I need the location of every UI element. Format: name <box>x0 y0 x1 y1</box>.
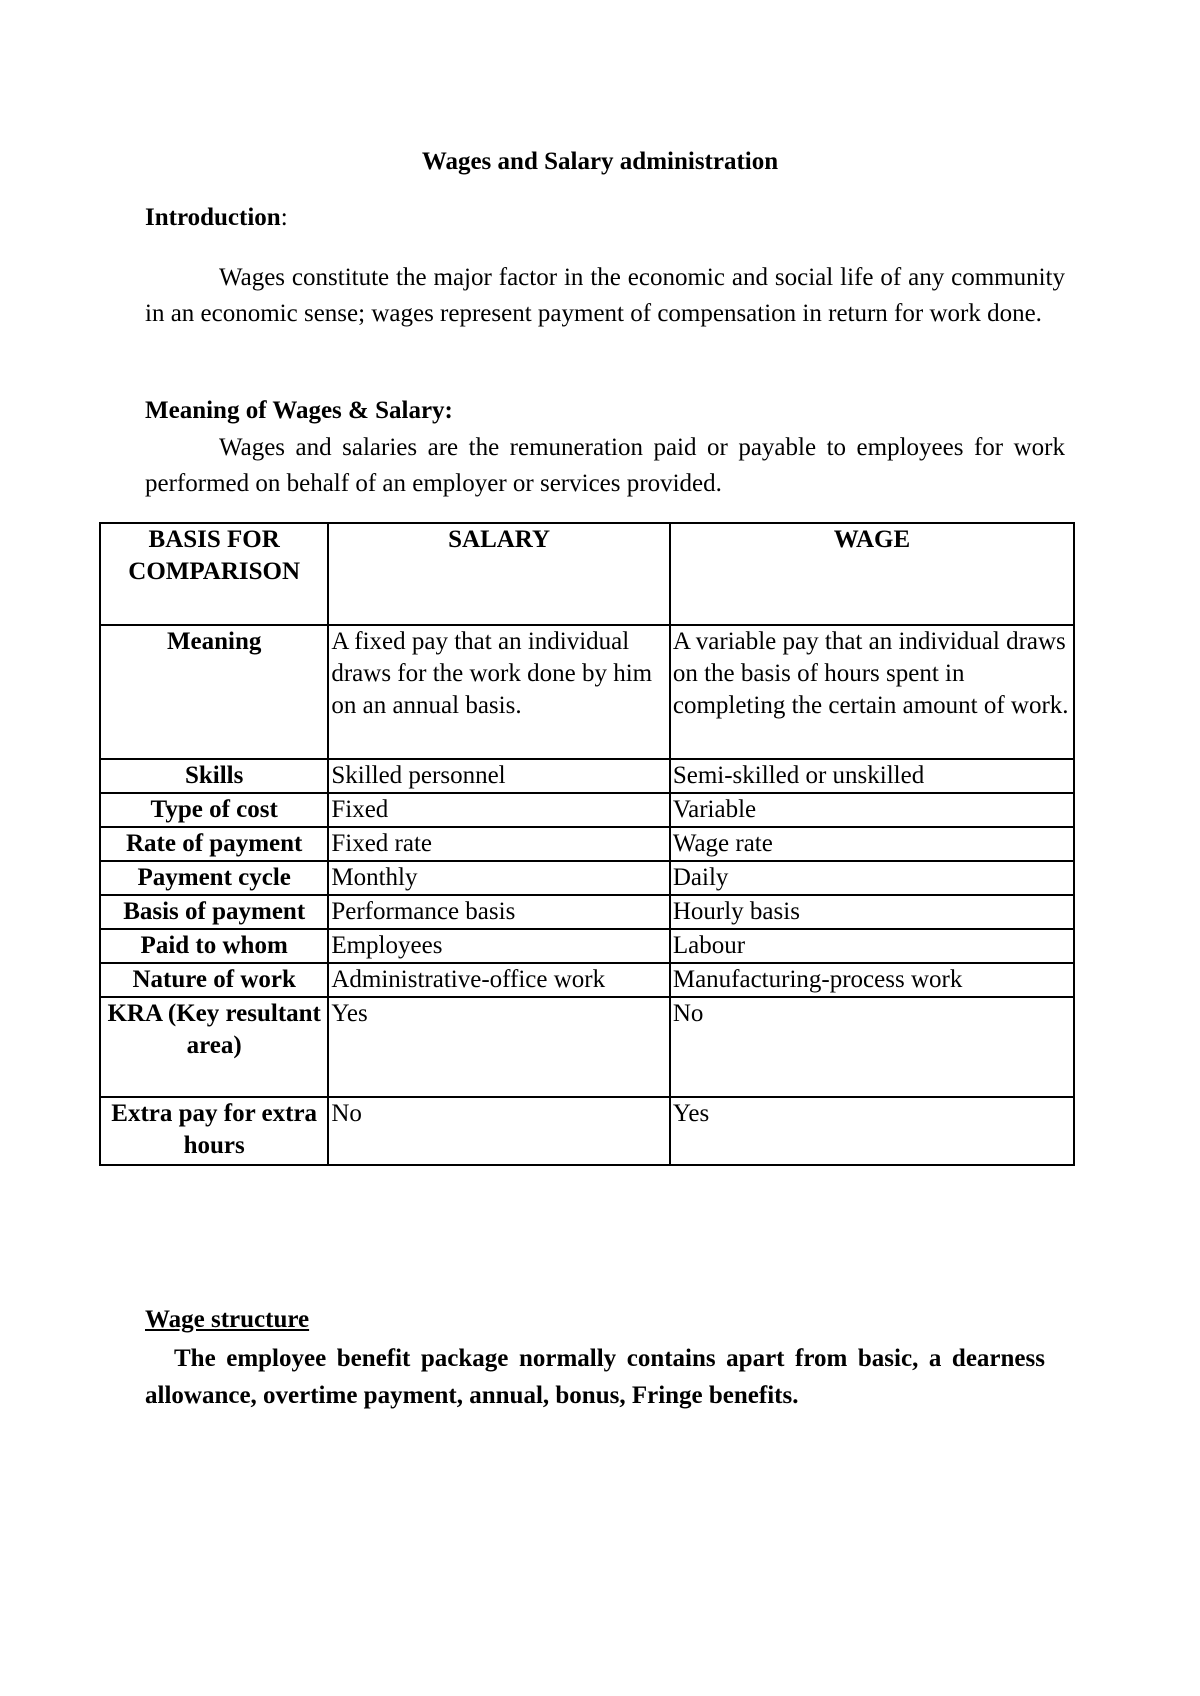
document-title: Wages and Salary administration <box>421 148 779 175</box>
wage-cell: Wage rate <box>670 827 1074 861</box>
basis-cell: Basis of payment <box>100 895 328 929</box>
introduction-paragraph: Wages constitute the major factor in the economic and social life of any community in an economic sense; wages represent payment of compensation in return for work done. <box>145 264 1065 327</box>
table-row <box>100 1097 1074 1165</box>
wage-cell: Yes <box>670 1097 1074 1165</box>
header-wage: WAGE <box>670 523 1074 625</box>
meaning-heading: Meaning of Wages & Salary: <box>145 397 453 424</box>
introduction-heading-colon: : <box>280 204 288 231</box>
wage-cell: A variable pay that an individual draws on the basis of hours spent in completing the certain amount of work. <box>670 625 1074 759</box>
salary-cell: Fixed rate <box>328 827 670 861</box>
salary-cell: Employees <box>328 929 670 963</box>
basis-cell: Extra pay for extra hours <box>100 1097 328 1165</box>
basis-cell: Payment cycle <box>100 861 328 895</box>
basis-cell: Meaning <box>100 625 328 759</box>
table-row <box>100 759 1074 793</box>
header-basis: BASIS FOR COMPARISON <box>100 523 328 625</box>
wage-cell: Daily <box>670 861 1074 895</box>
wage-structure-heading: Wage structure <box>145 1306 310 1333</box>
table-row <box>100 625 1074 759</box>
header-salary: SALARY <box>328 523 670 625</box>
salary-cell: Skilled personnel <box>328 759 670 793</box>
salary-cell: Fixed <box>328 793 670 827</box>
table-row <box>100 793 1074 827</box>
table-row <box>100 861 1074 895</box>
wage-cell: Hourly basis <box>670 895 1074 929</box>
wage-structure-paragraph: The employee benefit package normally contains apart from basic, a dearness allowance, overtime payment, annual, bonus, Fringe benefits. <box>145 1345 1045 1409</box>
basis-cell: Rate of payment <box>100 827 328 861</box>
salary-cell: Monthly <box>328 861 670 895</box>
table-header-row <box>100 523 1074 625</box>
basis-cell: Skills <box>100 759 328 793</box>
table-row <box>100 895 1074 929</box>
table-row <box>100 827 1074 861</box>
table-row <box>100 963 1074 997</box>
wage-cell: Variable <box>670 793 1074 827</box>
salary-cell: A fixed pay that an individual draws for the work done by him on an annual basis. <box>328 625 670 759</box>
basis-cell: Nature of work <box>100 963 328 997</box>
table-row <box>100 997 1074 1097</box>
meaning-paragraph: Wages and salaries are the remuneration paid or payable to employees for work performed on behalf of an employer or services provided. <box>145 434 1065 497</box>
salary-cell: Yes <box>328 997 670 1097</box>
salary-cell: Administrative-office work <box>328 963 670 997</box>
salary-cell: Performance basis <box>328 895 670 929</box>
table-row <box>100 929 1074 963</box>
basis-cell: Paid to whom <box>100 929 328 963</box>
introduction-heading-text: Introduction <box>145 204 281 231</box>
wage-cell: Semi-skilled or unskilled <box>670 759 1074 793</box>
wage-cell: Labour <box>670 929 1074 963</box>
wage-cell: Manufacturing-process work <box>670 963 1074 997</box>
introduction-heading <box>145 204 288 232</box>
basis-cell: Type of cost <box>100 793 328 827</box>
salary-cell: No <box>328 1097 670 1165</box>
basis-cell: KRA (Key resultant area) <box>100 997 328 1097</box>
salary-wage-comparison-table <box>99 522 1075 1166</box>
wage-cell: No <box>670 997 1074 1097</box>
